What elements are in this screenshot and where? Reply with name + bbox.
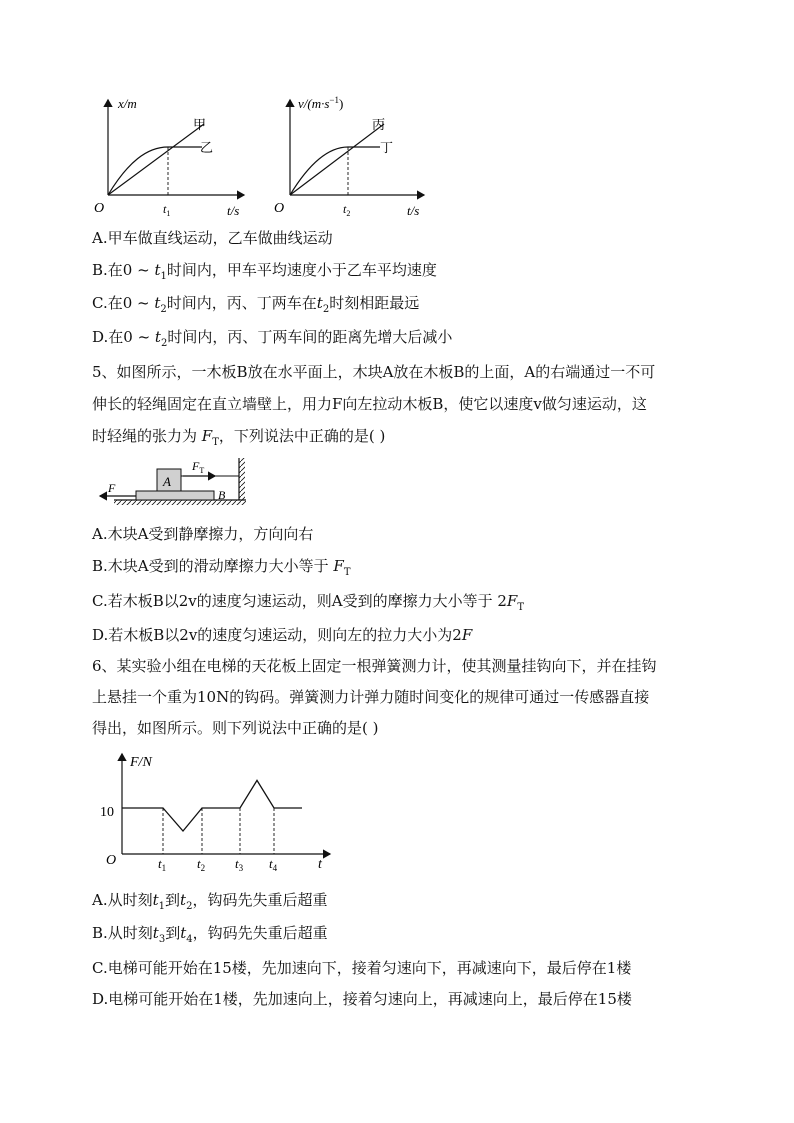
board-b bbox=[136, 491, 214, 500]
vt-t2-label: $t_2$ bbox=[343, 202, 351, 218]
q5-option-b: B.木块A受到的滑动摩擦力大小等于 $F_T$ bbox=[92, 557, 351, 578]
wall-hatch bbox=[239, 458, 245, 500]
xt-curve-yi bbox=[108, 147, 202, 195]
f-label: F bbox=[108, 481, 116, 495]
q5-option-a: A.木块A受到静摩擦力，方向向右 bbox=[92, 525, 314, 543]
q4-option-b: B.在0 ~ $t_1$时间内，甲车平均速度小于乙车平均速度 bbox=[92, 261, 437, 282]
xt-t1-label: $t_1$ bbox=[163, 202, 171, 218]
ft-label: $F_T$ bbox=[192, 459, 205, 475]
q6-option-c: C.电梯可能开始在15楼，先加速向下，接着匀速向下，再减速向下，最后停在1楼 bbox=[92, 959, 632, 977]
q6-option-d: D.电梯可能开始在1楼，先加速向上，接着匀速向上，再减速向上，最后停在15楼 bbox=[92, 990, 632, 1008]
vt-origin: O bbox=[274, 201, 285, 216]
ft-y-tick-10: 10 bbox=[100, 805, 114, 820]
q5-stem-line3: 时轻绳的张力为 $F_T$，下列说法中正确的是( ) bbox=[92, 427, 386, 448]
x-tick-label-t2: $t_2$ bbox=[197, 856, 206, 872]
x-tick-label-t4: $t_4$ bbox=[269, 856, 278, 872]
q6-stem-line1: 6、某实验小组在电梯的天花板上固定一根弹簧测力计，使其测量挂钩向下，并在挂钩 bbox=[92, 657, 657, 675]
q5-stem-line2: 伸长的轻绳固定在直立墙壁上，用力F向左拉动木板B，使它以速度v做匀速运动，这 bbox=[92, 395, 647, 413]
vt-x-label: t/s bbox=[407, 203, 420, 218]
q6-stem-line2: 上悬挂一个重为10N的钩码。弹簧测力计弹力随时间变化的规律可通过一传感器直接 bbox=[92, 688, 650, 706]
xt-curve-jia bbox=[108, 124, 204, 195]
q4-option-d: D.在0 ~ $t_2$时间内，丙、丁两车间的距离先增大后减小 bbox=[92, 328, 453, 349]
ground-hatch bbox=[114, 500, 246, 505]
q5-option-d: D.若木板B以2v的速度匀速运动，则向左的拉力大小为2F bbox=[92, 626, 473, 644]
q4-option-a: A.甲车做直线运动，乙车做曲线运动 bbox=[92, 229, 333, 247]
board-b-label: B bbox=[218, 488, 226, 502]
vt-curve-ding-label: 丁 bbox=[380, 140, 394, 155]
block-a-label: A bbox=[163, 474, 171, 489]
ft-y-label: F/N bbox=[130, 755, 152, 770]
xt-y-label: x/m bbox=[118, 96, 137, 111]
vt-curve-ding bbox=[290, 147, 380, 195]
vt-curve-bing bbox=[290, 124, 384, 195]
q6-option-a: A.从时刻$t_1$到$t_2$，钩码先失重后超重 bbox=[92, 891, 328, 912]
q6-option-b: B.从时刻$t_3$到$t_4$，钩码先失重后超重 bbox=[92, 924, 328, 945]
xt-graph bbox=[92, 92, 252, 222]
q6-stem-line3: 得出，如图所示。则下列说法中正确的是( ) bbox=[92, 719, 379, 737]
q5-option-c: C.若木板B以2v的速度匀速运动，则A受到的摩擦力大小等于 $2F_T$ bbox=[92, 592, 524, 613]
xt-origin: O bbox=[94, 201, 105, 216]
vt-y-label: $v/(m\cdot s^{-1})$ bbox=[298, 95, 344, 111]
xt-curve-jia-label: 甲 bbox=[193, 117, 207, 132]
vt-graph bbox=[272, 92, 442, 222]
vt-curve-bing-label: 丙 bbox=[372, 117, 386, 132]
x-tick-label-t3: $t_3$ bbox=[235, 856, 244, 872]
block-board-figure bbox=[96, 456, 256, 512]
xt-curve-yi-label: 乙 bbox=[200, 140, 214, 155]
force-series-line bbox=[122, 780, 302, 831]
q5-stem-line1: 5、如图所示，一木板B放在水平面上，木块A放在木板B的上面，A的右端通过一不可 bbox=[92, 363, 656, 381]
xt-x-label: t/s bbox=[227, 203, 240, 218]
q4-option-c: C.在0 ~ $t_2$时间内，丙、丁两车在$t_2$时刻相距最远 bbox=[92, 294, 420, 315]
force-time-chart bbox=[96, 748, 346, 872]
x-tick-label-t1: $t_1$ bbox=[158, 856, 167, 872]
ft-origin: O bbox=[106, 853, 117, 868]
ft-x-label: t bbox=[318, 857, 322, 872]
